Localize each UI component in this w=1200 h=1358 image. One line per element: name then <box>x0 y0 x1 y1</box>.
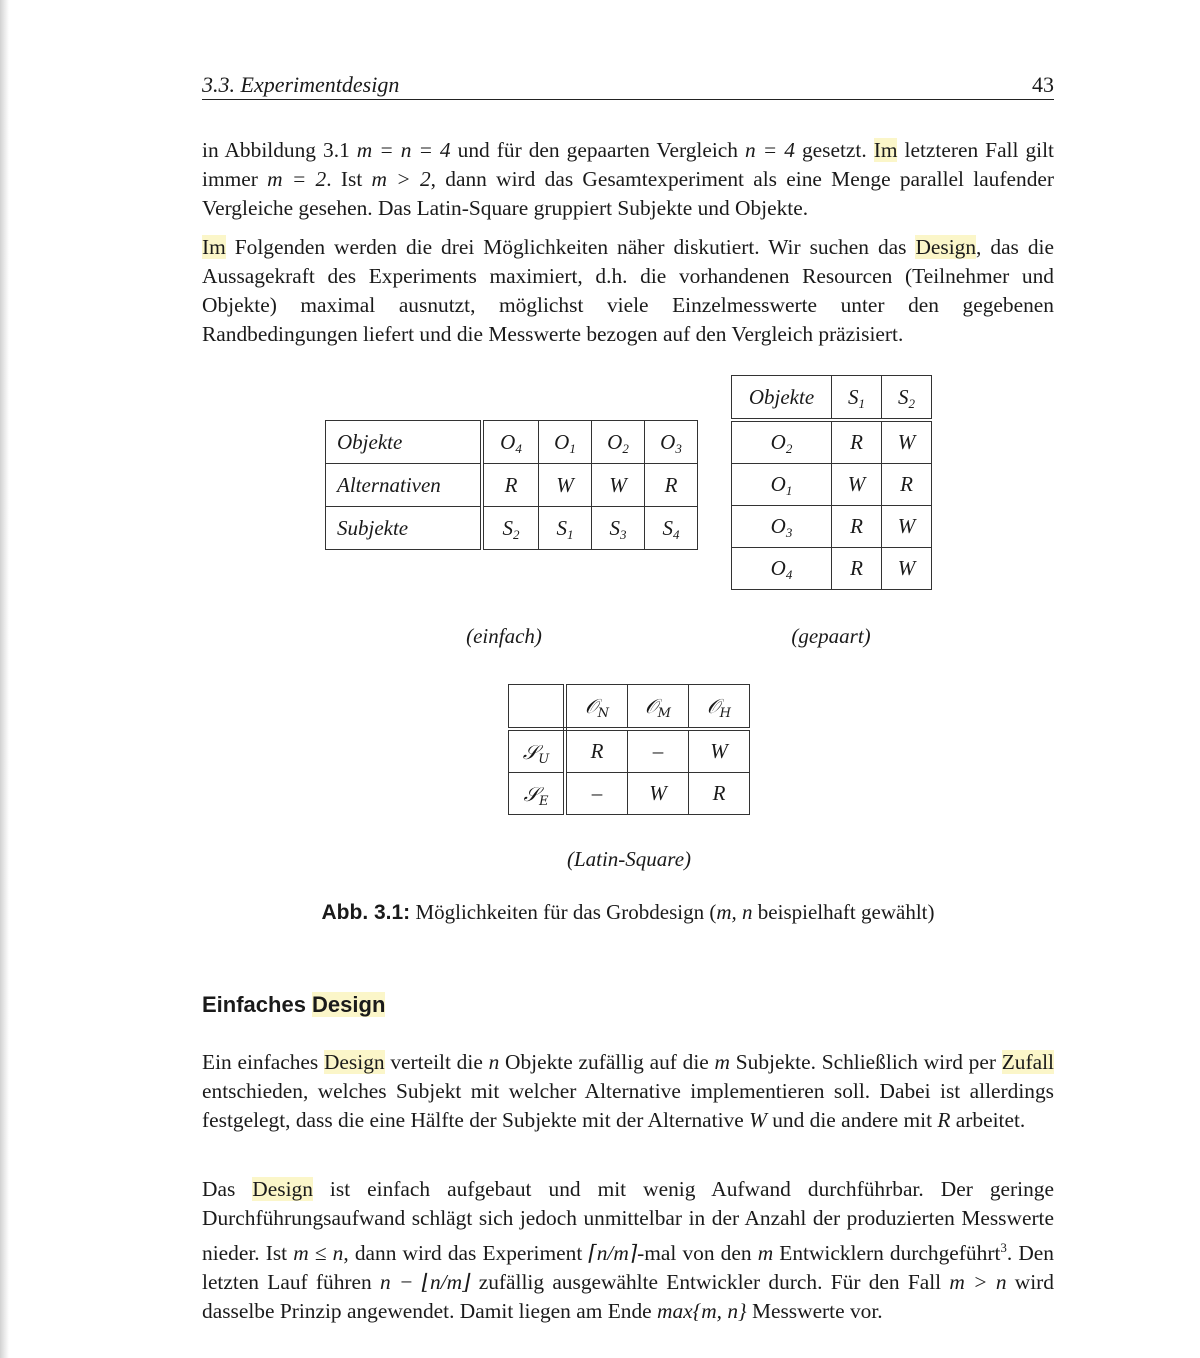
row-label: Subjekte <box>326 507 483 550</box>
table-row <box>509 773 750 815</box>
paragraph-3: Ein einfaches Design verteilt die n Objekte zufällig auf die m Subjekte. Schließlich wird per Zufall entschieden, welches Subjekt mit welcher Alternative implementieren soll. Dabei ist allerdings festgelegt, dass die eine Hälfte der Subjekte mit der Alternative W und die andere mit R arbeitet. <box>202 1050 1054 1132</box>
table-row <box>732 464 932 506</box>
table-cell: W <box>628 773 689 815</box>
table-cell: $O_4$ <box>732 548 832 590</box>
table-cell: $S_2$ <box>482 507 539 550</box>
math-inline: m = 2 <box>267 167 327 191</box>
table-cell: W <box>882 506 932 548</box>
table-cell: W <box>592 464 645 507</box>
header-cell <box>509 685 566 730</box>
header-cell: 𝒪$_M$ <box>628 685 689 730</box>
table-cell: W <box>832 464 882 506</box>
table-cell: W <box>689 729 750 773</box>
figure-label: Abb. 3.1: <box>321 901 411 924</box>
table-cell: W <box>882 420 932 464</box>
table-gepaart <box>731 375 932 590</box>
header-cell: 𝒪$_H$ <box>689 685 750 730</box>
table-cell: $O_2$ <box>592 421 645 464</box>
table-cell: R <box>832 548 882 590</box>
figure-caption: Abb. 3.1: Möglichkeiten für das Grobdesign (m, n beispielhaft gewählt) <box>321 900 935 924</box>
table-cell: R <box>689 773 750 815</box>
table-cell: $O_2$ <box>732 420 832 464</box>
row-label: Objekte <box>326 421 483 464</box>
paragraph-2: Im Folgenden werden die drei Möglichkeiten näher diskutiert. Wir suchen das Design, das die Aussagekraft des Experiments maximiert, d.h. die vorhandenen Resourcen (Teilnehmer und Objekte) maximal ausnutzt, möglichst viele Einzelmesswerte unter den gegebenen Randbedingungen liefert und die Messwerte bezogen auf den Vergleich präzisiert. <box>202 235 1054 346</box>
section-title: 3.3. Experimentdesign <box>202 72 400 97</box>
page-number: 43 <box>1032 72 1054 97</box>
search-highlight[interactable]: Design <box>252 1177 313 1201</box>
search-highlight[interactable]: Im <box>202 235 226 259</box>
table-latin-square <box>508 684 750 815</box>
row-label: Alternativen <box>326 464 483 507</box>
table-cell: W <box>539 464 592 507</box>
page-shadow <box>0 0 9 1358</box>
table-cell: $O_1$ <box>539 421 592 464</box>
table-cell: $S_4$ <box>645 507 698 550</box>
table-row <box>326 421 698 464</box>
header-cell: 𝒪$_N$ <box>565 685 628 730</box>
table-cell: R <box>832 506 882 548</box>
table-cell: W <box>882 548 932 590</box>
math-inline: m > 2 <box>371 167 431 191</box>
table-cell: R <box>565 729 628 773</box>
table-cell: $O_3$ <box>645 421 698 464</box>
table-header-row <box>509 685 750 730</box>
table-row <box>326 464 698 507</box>
table-cell: $S_1$ <box>539 507 592 550</box>
table-cell: $O_1$ <box>732 464 832 506</box>
caption-latin-square: (Latin-Square) <box>566 847 692 871</box>
search-highlight[interactable]: Design <box>915 235 977 259</box>
caption-gepaart: (gepaart) <box>791 624 871 648</box>
table-cell: 𝒮$_U$ <box>509 729 566 773</box>
search-highlight[interactable]: Im <box>873 138 898 162</box>
table-cell: 𝒮$_E$ <box>509 773 566 815</box>
header-cell: $S_1$ <box>832 376 882 421</box>
table-cell: R <box>645 464 698 507</box>
table-row <box>732 506 932 548</box>
table-cell: R <box>482 464 539 507</box>
table-row <box>509 729 750 773</box>
search-highlight[interactable]: Design <box>312 992 386 1017</box>
table-cell: – <box>628 729 689 773</box>
section-heading: Einfaches Design <box>202 992 386 1017</box>
paragraph-4: Das Design ist einfach aufgebaut und mit wenig Aufwand durchführbar. Der geringe Durchführungsaufwand schlägt sich jedoch unmittelbar in der Anzahl der produzierten Messwerte nieder. Ist m ≤ n, dann wird das Experiment ⌈n/m⌉-mal von den m Entwicklern durchgeführt$^3$. Den letzten Lauf führen n − ⌊n/m⌋ zufällig ausgewählte Entwickler durch. Für den Fall m > n wird dasselbe Prinzip angewendet. Damit liegen am Ende max{m, n} Messwerte vor. <box>202 1177 1054 1324</box>
table-row <box>732 548 932 590</box>
header-cell: Objekte <box>732 376 832 421</box>
table-cell: R <box>832 420 882 464</box>
table-row <box>326 507 698 550</box>
table-cell: $O_3$ <box>732 506 832 548</box>
paragraph-1: in Abbildung 3.1 m = n = 4 und für den gepaarten Vergleich n = 4 gesetzt. Im letzteren Fall gilt immer m = 2. Ist m > 2, dann wird das Gesamtexperiment als eine Menge parallel laufender Vergleiche gesehen. Das Latin-Square gruppiert Subjekte und Objekte. <box>202 138 1055 220</box>
table-cell: – <box>565 773 628 815</box>
math-inline: n = 4 <box>745 138 795 162</box>
math-inline: m = n = 4 <box>356 138 451 162</box>
table-header-row <box>732 376 932 421</box>
table-row <box>732 420 932 464</box>
caption-einfach: (einfach) <box>466 624 542 648</box>
header-cell: $S_2$ <box>882 376 932 421</box>
table-cell: $S_3$ <box>592 507 645 550</box>
table-cell: R <box>882 464 932 506</box>
footnote-mark[interactable]: 3 <box>1000 1240 1007 1255</box>
search-highlight[interactable]: Design <box>323 1050 385 1074</box>
table-einfach <box>325 420 698 550</box>
search-highlight[interactable]: Zufall <box>1001 1050 1054 1074</box>
table-cell: $O_4$ <box>482 421 539 464</box>
running-header <box>202 72 1054 100</box>
